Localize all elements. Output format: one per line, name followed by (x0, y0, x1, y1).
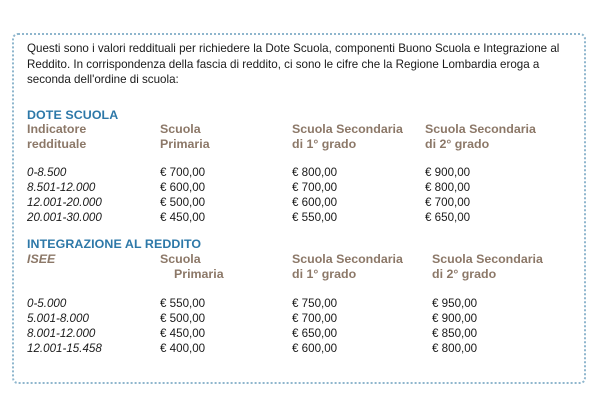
integrazione-row-4-primaria: € 400,00 (160, 342, 206, 355)
dote-row-3-primaria: € 500,00 (160, 196, 206, 209)
dote-row-1-range: 0-8.500 (27, 166, 67, 179)
integrazione-row-1-range: 0-5.000 (27, 297, 67, 310)
integrazione-header-isee: ISEE (27, 252, 56, 266)
dote-row-4-sec2: € 650,00 (425, 211, 471, 224)
integrazione-row-3-primaria: € 450,00 (160, 327, 206, 340)
dote-header-secondaria-1: Scuola Secondaria di 1° grado (292, 122, 403, 151)
integrazione-row-2-sec1: € 700,00 (292, 312, 338, 325)
dote-row-4-sec1: € 550,00 (292, 211, 338, 224)
integrazione-row-2-range: 5.001-8.000 (27, 312, 89, 325)
dote-row-2-primaria: € 600,00 (160, 181, 206, 194)
dote-scuola-title: DOTE SCUOLA (27, 108, 119, 122)
integrazione-header-secondaria-1: Scuola Secondaria di 1° grado (292, 252, 403, 281)
dote-row-3-sec1: € 600,00 (292, 196, 338, 209)
dote-row-2-sec1: € 700,00 (292, 181, 338, 194)
dote-row-1-primaria: € 700,00 (160, 166, 206, 179)
dote-row-1-sec2: € 900,00 (425, 166, 471, 179)
integrazione-row-4-range: 12.001-15.458 (27, 342, 102, 355)
integrazione-row-3-range: 8.001-12.000 (27, 327, 96, 340)
intro-text: Questi sono i valori reddituali per richiedere la Dote Scuola, componenti Buono Scuola e Integrazione al Reddito. In corrispondenza della fascia di reddito, ci sono le cifre che la Regione Lombardia eroga a seconda dell'ordine di scuola: (27, 42, 560, 87)
integrazione-row-3-sec1: € 650,00 (292, 327, 338, 340)
integrazione-row-4-sec2: € 800,00 (432, 342, 478, 355)
dote-row-4-range: 20.001-30.000 (27, 211, 102, 224)
integrazione-row-3-sec2: € 850,00 (432, 327, 478, 340)
integrazione-row-1-sec1: € 750,00 (292, 297, 338, 310)
dote-row-3-sec2: € 700,00 (425, 196, 471, 209)
integrazione-row-4-sec1: € 600,00 (292, 342, 338, 355)
dote-row-3-range: 12.001-20.000 (27, 196, 102, 209)
dote-row-2-range: 8.501-12.000 (27, 181, 96, 194)
dote-header-primaria: Scuola Primaria (160, 122, 210, 151)
integrazione-title: INTEGRAZIONE AL REDDITO (27, 237, 202, 251)
integrazione-row-2-primaria: € 500,00 (160, 312, 206, 325)
integrazione-row-1-sec2: € 950,00 (432, 297, 478, 310)
dote-header-indicatore: Indicatore reddituale (27, 122, 87, 151)
dote-row-2-sec2: € 800,00 (425, 181, 471, 194)
dote-header-secondaria-2: Scuola Secondaria di 2° grado (425, 122, 536, 151)
integrazione-row-2-sec2: € 900,00 (432, 312, 478, 325)
integrazione-header-primaria: Scuola Primaria (160, 252, 224, 281)
integrazione-row-1-primaria: € 550,00 (160, 297, 206, 310)
integrazione-header-secondaria-2: Scuola Secondaria di 2° grado (432, 252, 543, 281)
dote-row-1-sec1: € 800,00 (292, 166, 338, 179)
dote-row-4-primaria: € 450,00 (160, 211, 206, 224)
